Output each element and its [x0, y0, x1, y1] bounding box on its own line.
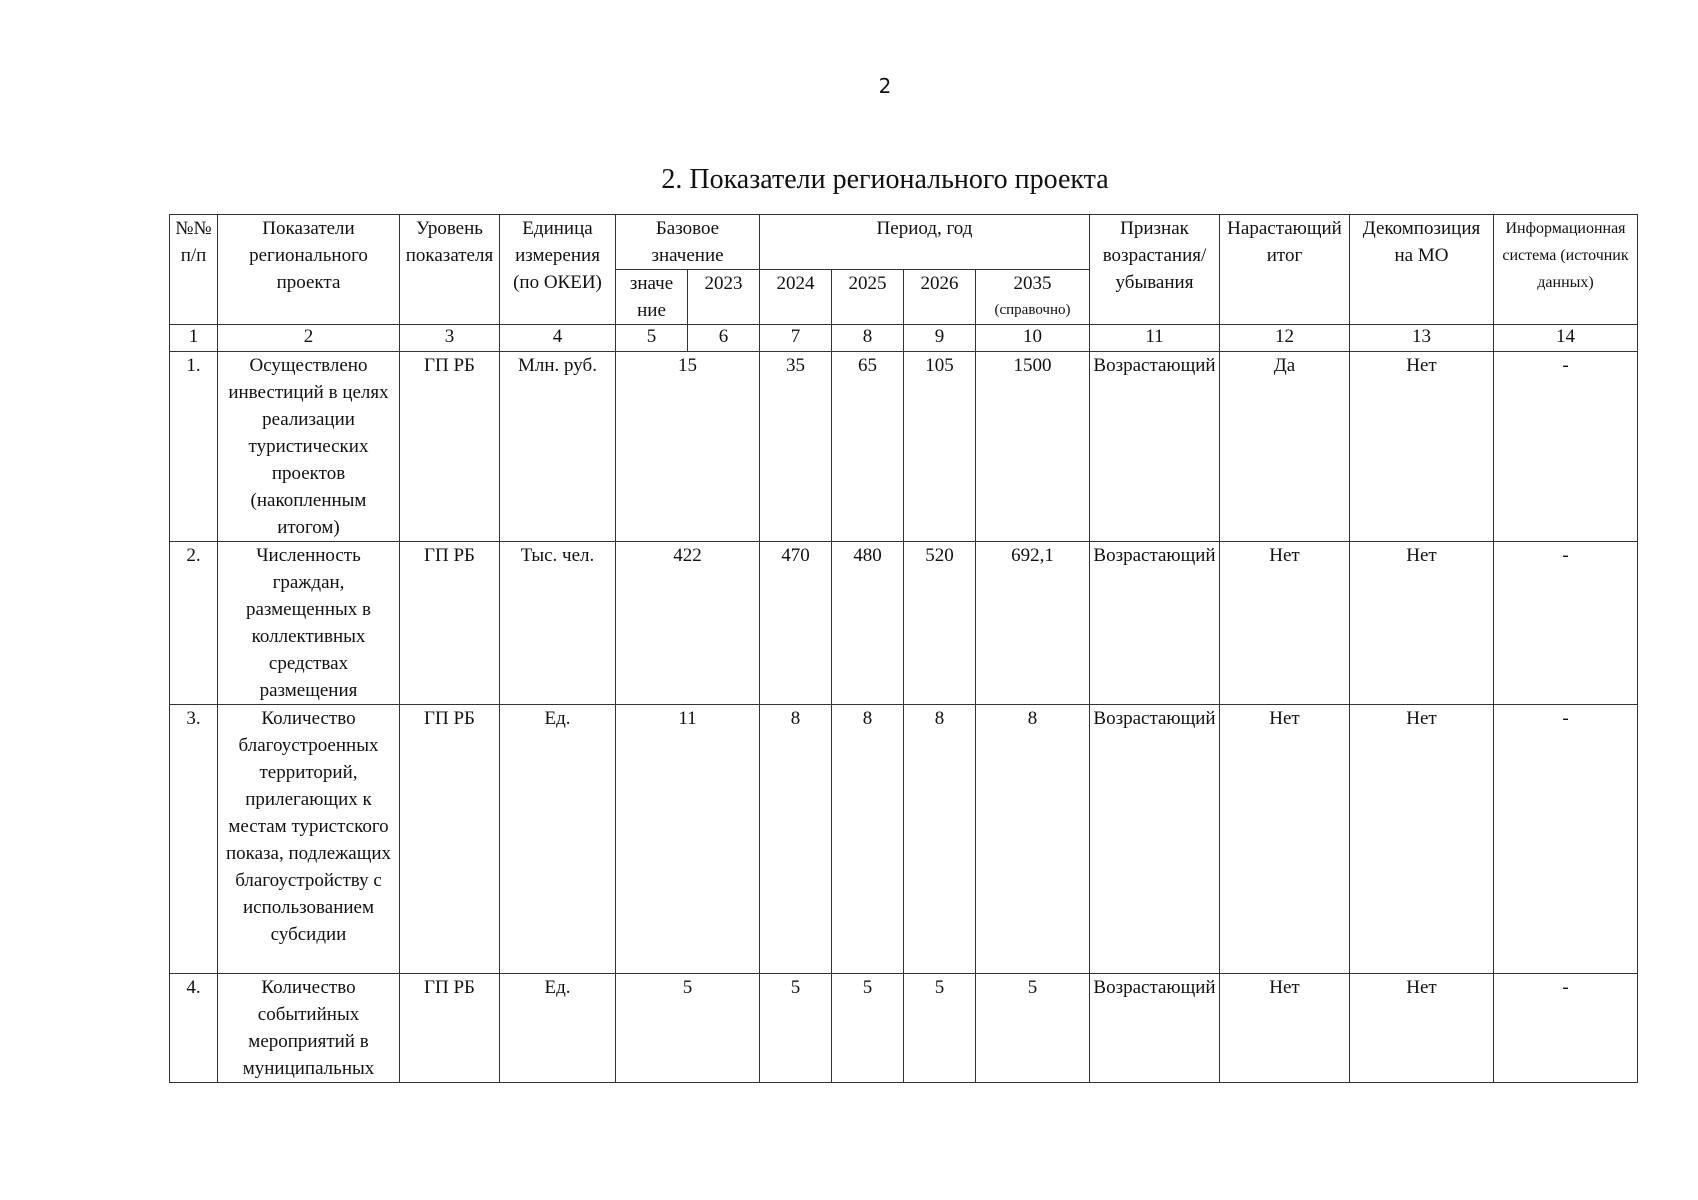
header-year-2035-note: (справочно): [994, 302, 1071, 318]
row-cumulative: Да: [1220, 352, 1350, 542]
header-info-system: Информационная система (источник данных): [1494, 215, 1638, 325]
row-cumulative: Нет: [1220, 542, 1350, 705]
header-cumulative: Нарастающий итог: [1220, 215, 1350, 325]
row-info-system: -: [1494, 974, 1638, 1083]
row-decomposition: Нет: [1350, 352, 1494, 542]
table-row: [170, 974, 1638, 1083]
table-row: [170, 352, 1638, 542]
column-number: 1: [170, 325, 218, 352]
row-2024: 470: [760, 542, 832, 705]
column-number: 5: [616, 325, 688, 352]
row-num: 3.: [170, 705, 218, 974]
row-cumulative: Нет: [1220, 974, 1350, 1083]
column-number: 10: [976, 325, 1090, 352]
row-indicator: Количество благоустроенных территорий, прилегающих к местам туристского показа, подлежащих благоустройству с использованием субсидии: [218, 705, 400, 974]
row-2035: 5: [976, 974, 1090, 1083]
row-2035: 1500: [976, 352, 1090, 542]
row-unit: Млн. руб.: [500, 352, 616, 542]
row-level: ГП РБ: [400, 352, 500, 542]
header-base-year: 2023: [688, 270, 760, 325]
column-number: 7: [760, 325, 832, 352]
column-number: 11: [1090, 325, 1220, 352]
row-trend: Возрастающий: [1090, 974, 1220, 1083]
column-number: 12: [1220, 325, 1350, 352]
row-level: ГП РБ: [400, 705, 500, 974]
row-info-system: -: [1494, 705, 1638, 974]
section-title: 2. Показатели регионального проекта: [661, 164, 1109, 195]
column-number: 6: [688, 325, 760, 352]
header-year-2025: 2025: [832, 270, 904, 325]
row-2035: 8: [976, 705, 1090, 974]
column-number: 2: [218, 325, 400, 352]
row-decomposition: Нет: [1350, 705, 1494, 974]
row-base-value: 11: [616, 705, 760, 974]
row-unit: Ед.: [500, 705, 616, 974]
header-base-value: значе ние: [616, 270, 688, 325]
row-info-system: -: [1494, 352, 1638, 542]
row-cumulative: Нет: [1220, 705, 1350, 974]
row-decomposition: Нет: [1350, 974, 1494, 1083]
row-trend: Возрастающий: [1090, 542, 1220, 705]
header-level: Уровень показателя: [400, 215, 500, 325]
table-row: [170, 542, 1638, 705]
row-2025: 65: [832, 352, 904, 542]
row-2026: 105: [904, 352, 976, 542]
column-numbers-row: [170, 325, 1638, 352]
row-trend: Возрастающий: [1090, 705, 1220, 974]
row-trend: Возрастающий: [1090, 352, 1220, 542]
header-period: Период, год: [760, 215, 1090, 270]
row-info-system: -: [1494, 542, 1638, 705]
row-unit: Тыс. чел.: [500, 542, 616, 705]
header-year-2024: 2024: [760, 270, 832, 325]
row-2024: 35: [760, 352, 832, 542]
row-2026: 520: [904, 542, 976, 705]
row-num: 2.: [170, 542, 218, 705]
page-number: 2: [878, 74, 892, 98]
header-decomposition: Декомпозиция на МО: [1350, 215, 1494, 325]
row-indicator: Осуществлено инвестиций в целях реализации туристических проектов (накопленным итогом): [218, 352, 400, 542]
header-base: Базовое значение: [616, 215, 760, 270]
row-base-value: 5: [616, 974, 760, 1083]
column-number: 9: [904, 325, 976, 352]
row-unit: Ед.: [500, 974, 616, 1083]
header-row: [170, 215, 1638, 270]
row-2025: 8: [832, 705, 904, 974]
row-num: 1.: [170, 352, 218, 542]
row-2026: 8: [904, 705, 976, 974]
row-num: 4.: [170, 974, 218, 1083]
row-indicator: Количество событийных мероприятий в муниципальных: [218, 974, 400, 1083]
row-base-value: 422: [616, 542, 760, 705]
row-indicator: Численность граждан, размещенных в коллективных средствах размещения: [218, 542, 400, 705]
header-year-2035: [976, 270, 1090, 325]
column-number: 4: [500, 325, 616, 352]
header-trend: Признак возрастания/ убывания: [1090, 215, 1220, 325]
row-2024: 8: [760, 705, 832, 974]
column-number: 3: [400, 325, 500, 352]
row-decomposition: Нет: [1350, 542, 1494, 705]
header-indicator: Показатели регионального проекта: [218, 215, 400, 325]
header-year-2035-value: 2035: [1013, 273, 1052, 294]
row-2025: 480: [832, 542, 904, 705]
row-2026: 5: [904, 974, 976, 1083]
header-unit: Единица измерения (по ОКЕИ): [500, 215, 616, 325]
indicators-table: [169, 214, 1638, 1083]
row-2024: 5: [760, 974, 832, 1083]
column-number: 8: [832, 325, 904, 352]
header-num: №№ п/п: [170, 215, 218, 325]
row-level: ГП РБ: [400, 542, 500, 705]
row-2025: 5: [832, 974, 904, 1083]
row-base-value: 15: [616, 352, 760, 542]
header-year-2026: 2026: [904, 270, 976, 325]
row-level: ГП РБ: [400, 974, 500, 1083]
row-2035: 692,1: [976, 542, 1090, 705]
column-number: 13: [1350, 325, 1494, 352]
column-number: 14: [1494, 325, 1638, 352]
table-row: [170, 705, 1638, 974]
